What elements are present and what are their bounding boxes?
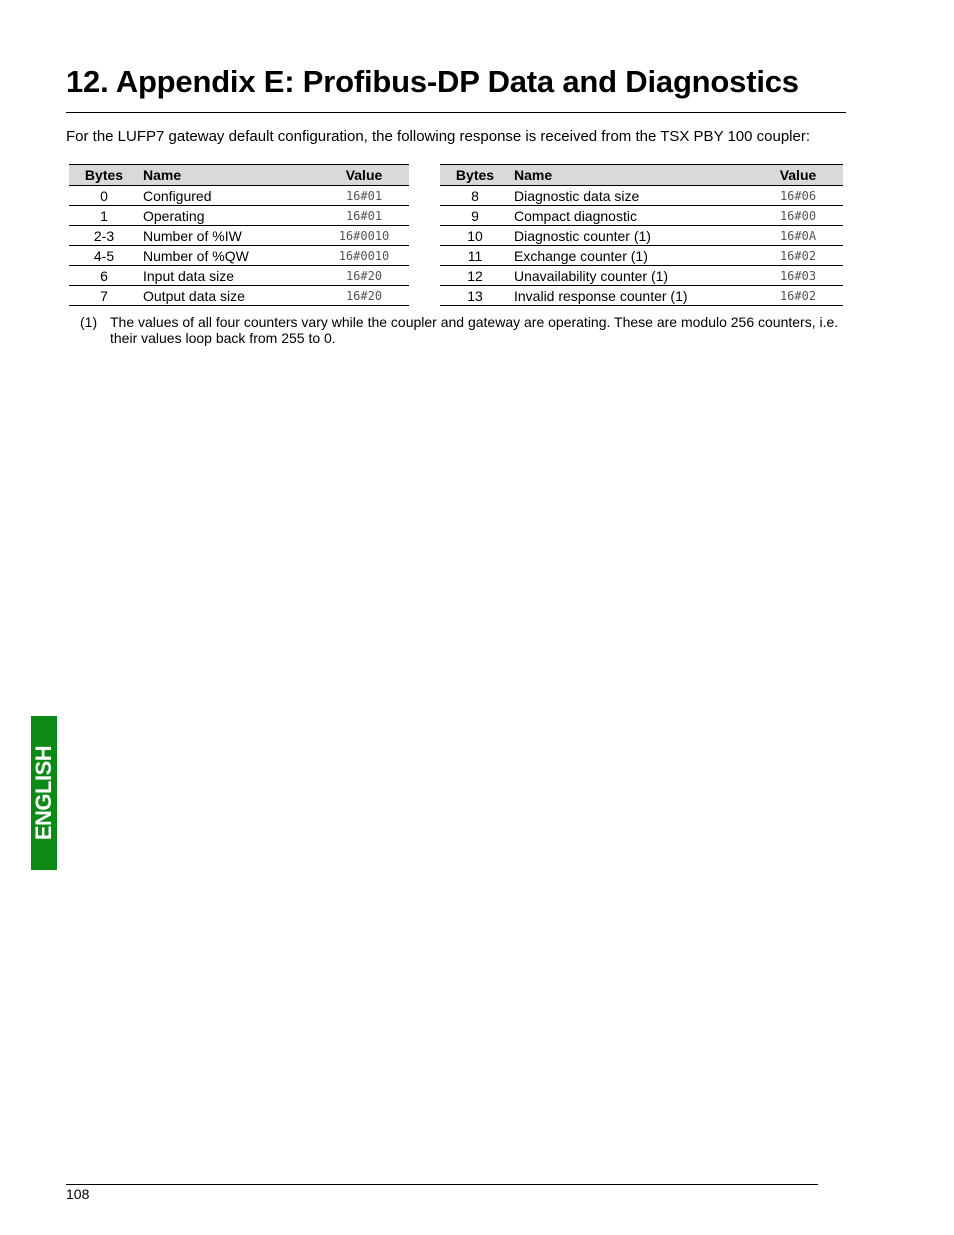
cell-bytes: 12	[440, 266, 510, 286]
cell-name: Output data size	[139, 286, 319, 306]
cell-value: 16#01	[319, 206, 409, 226]
table-row	[69, 286, 409, 306]
table-row	[69, 226, 409, 246]
intro-paragraph: For the LUFP7 gateway default configuration, the following response is received from the TSX PBY 100 coupler:	[66, 128, 811, 145]
cell-value: 16#20	[319, 286, 409, 306]
table-row	[440, 226, 843, 246]
footer-divider	[66, 1184, 818, 1185]
cell-name: Unavailability counter (1)	[510, 266, 753, 286]
table-header-row	[69, 165, 409, 186]
cell-bytes: 2-3	[69, 226, 139, 246]
cell-name: Exchange counter (1)	[510, 246, 753, 266]
table-row	[440, 206, 843, 226]
cell-name: Input data size	[139, 266, 319, 286]
table-row	[69, 246, 409, 266]
data-table-right	[440, 164, 843, 306]
table-row	[69, 206, 409, 226]
cell-name: Invalid response counter (1)	[510, 286, 753, 306]
cell-value: 16#06	[753, 186, 843, 206]
cell-value: 16#01	[319, 186, 409, 206]
page-title: 12. Appendix E: Profibus-DP Data and Diagnostics	[66, 64, 799, 99]
cell-bytes: 9	[440, 206, 510, 226]
header-name: Name	[139, 165, 319, 186]
cell-name: Diagnostic counter (1)	[510, 226, 753, 246]
table-row	[69, 266, 409, 286]
header-value: Value	[753, 165, 843, 186]
cell-value: 16#0A	[753, 226, 843, 246]
title-divider	[66, 112, 846, 113]
cell-name: Compact diagnostic	[510, 206, 753, 226]
cell-name: Diagnostic data size	[510, 186, 753, 206]
cell-value: 16#20	[319, 266, 409, 286]
footnote-text: The values of all four counters vary while the coupler and gateway are operating. These are modulo 256 counters, i.e. their values loop back from 255 to 0.	[110, 314, 839, 346]
cell-value: 16#00	[753, 206, 843, 226]
data-table-left	[69, 164, 409, 306]
cell-bytes: 13	[440, 286, 510, 306]
footnote-marker: (1)	[80, 314, 98, 330]
header-name: Name	[510, 165, 753, 186]
header-bytes: Bytes	[440, 165, 510, 186]
cell-name: Operating	[139, 206, 319, 226]
header-value: Value	[319, 165, 409, 186]
table-row	[440, 266, 843, 286]
cell-bytes: 1	[69, 206, 139, 226]
table-row	[440, 246, 843, 266]
cell-bytes: 0	[69, 186, 139, 206]
cell-bytes: 8	[440, 186, 510, 206]
cell-bytes: 11	[440, 246, 510, 266]
cell-value: 16#03	[753, 266, 843, 286]
cell-bytes: 4-5	[69, 246, 139, 266]
cell-bytes: 6	[69, 266, 139, 286]
cell-bytes: 7	[69, 286, 139, 306]
cell-name: Number of %IW	[139, 226, 319, 246]
cell-name: Configured	[139, 186, 319, 206]
table-row	[440, 286, 843, 306]
page-number: 108	[66, 1186, 90, 1202]
table-row	[440, 186, 843, 206]
cell-value: 16#02	[753, 246, 843, 266]
language-side-tab	[31, 716, 57, 870]
table-row	[69, 186, 409, 206]
cell-bytes: 10	[440, 226, 510, 246]
cell-value: 16#0010	[319, 226, 409, 246]
cell-name: Number of %QW	[139, 246, 319, 266]
language-label: ENGLISH	[31, 745, 56, 841]
cell-value: 16#02	[753, 286, 843, 306]
cell-value: 16#0010	[319, 246, 409, 266]
header-bytes: Bytes	[69, 165, 139, 186]
table-header-row	[440, 165, 843, 186]
